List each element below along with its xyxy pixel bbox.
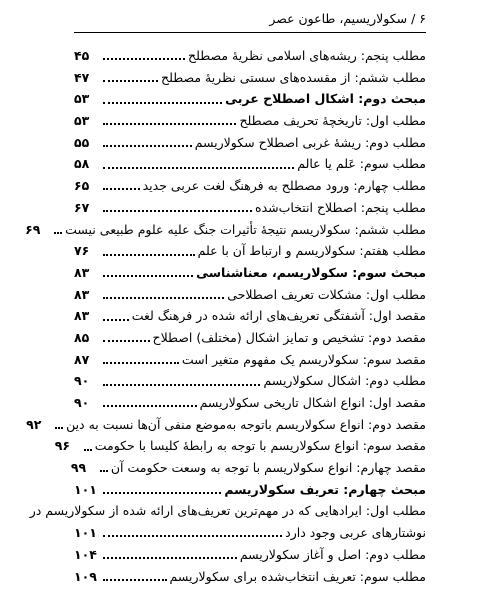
toc-entry [74, 132, 426, 154]
toc-entry-page-number: ۸۳ [74, 264, 90, 280]
toc-entry [74, 110, 426, 132]
dot-leader [84, 448, 92, 451]
toc-entry-title: مقصد دوم: تشخیص و تمایز اشکال (مختلف) اصطلاح [152, 329, 426, 345]
toc-entry-title: مبحث چهارم: تعریف سکولاریسم [224, 481, 426, 497]
toc-entry-title: مبحث دوم: اشکال اصطلاح عربی [225, 91, 426, 107]
toc-entry [74, 305, 426, 327]
header-book-title: سکولاریسیم، طاعون عصر [269, 11, 408, 26]
toc-entry-page-number: ۸۵ [74, 329, 90, 345]
table-of-contents [25, 45, 426, 587]
dot-leader [55, 426, 63, 429]
toc-entry-page-number: ۵۳ [74, 91, 90, 107]
toc-entry [74, 175, 426, 197]
toc-entry-title: مقصد اول: آشفتگی تعریف‌های ارائه شده در فرهنگ لغت [131, 308, 426, 324]
dot-leader [103, 339, 150, 342]
toc-section-heading [74, 479, 426, 501]
header-page-number: ۶ [419, 11, 426, 26]
toc-entry [74, 45, 426, 67]
toc-entry [74, 197, 426, 219]
dot-leader [103, 166, 294, 169]
toc-entry-page-number: ۷۶ [74, 243, 90, 259]
toc-entry-title: مطلب اول: ایرادهایی که در مهم‌ترین تعریف‌های ارائه شده از سکولاریسم در [29, 503, 426, 519]
dot-leader [103, 57, 185, 60]
toc-entry-title: مقصد دوم: انواع سکولاریسم باتوجه به‌موضع منفی آن‌ها نسبت به دین [66, 416, 426, 432]
toc-entry-page-number: ۴۷ [74, 69, 90, 85]
toc-entry-page-number: ۵۳ [74, 113, 90, 129]
toc-entry-title: مطلب دوم: ریشهٔ غربی اصطلاح سکولاریسم [194, 134, 426, 150]
toc-entry [74, 240, 426, 262]
toc-entry-page-number: ۹۰ [74, 373, 90, 389]
toc-entry-title: مطلب ششم: از مقسده‌های سستی نظریهٔ مصطلح [161, 69, 426, 85]
toc-entry [74, 522, 426, 544]
toc-entry [74, 370, 426, 392]
dot-leader [103, 187, 140, 190]
dot-leader [103, 209, 252, 212]
dot-leader [103, 318, 129, 321]
dot-leader [103, 144, 192, 147]
toc-entry-page-number: ۱۰۱ [74, 481, 97, 497]
toc-entry-page-number: ۸۳ [74, 308, 90, 324]
toc-entry [74, 392, 426, 414]
toc-entry [26, 414, 426, 436]
toc-entry-title: مطلب پنجم: اصطلاح انتخاب‌شده [255, 199, 426, 215]
toc-entry-page-number: ۱۰۹ [74, 568, 97, 584]
dot-leader [103, 534, 282, 537]
dot-leader [103, 296, 224, 299]
toc-entry-title: مقصد اول: انواع اشکال تاریخی سکولاریسم [199, 395, 426, 410]
dot-leader [103, 274, 193, 277]
toc-entry-title: مطلب اول: مشکلات تعریف اصطلاحی [227, 286, 426, 302]
toc-entry-title: مطلب سوم: تعریف انتخاب‌شده برای سکولاریسم [169, 568, 426, 584]
toc-entry-title: مبحث سوم: سکولاریسم، معناشناسی [196, 264, 426, 280]
toc-entry [74, 284, 426, 306]
toc-entry-page-number: ۸۳ [74, 286, 90, 302]
dot-leader [103, 404, 197, 407]
toc-section-heading [74, 262, 426, 284]
toc-entry-title: مطلب هفتم: سکولاریسم و ارتباط آن با علم [197, 243, 426, 259]
toc-entry-title: نوشتارهای عربی وجود دارد [285, 525, 426, 541]
toc-entry-page-number: ۹۶ [54, 438, 70, 454]
toc-entry [74, 153, 426, 175]
dot-leader [103, 101, 222, 104]
toc-entry [25, 219, 426, 241]
toc-entry-page-number: ۹۹ [70, 460, 87, 476]
toc-entry-page-number: ۶۷ [74, 199, 90, 215]
dot-leader [54, 231, 62, 234]
toc-entry-title: مطلب چهارم: ورود مصطلح به فرهنگ لغت عربی جدید [142, 178, 426, 194]
toc-entry [74, 67, 426, 89]
dot-leader [103, 491, 221, 494]
toc-entry-title: مطلب اول: تاریخچهٔ تحریف مصطلح [239, 113, 426, 129]
toc-entry-title: مطلب سوم: عَلم یا عالم [297, 156, 426, 172]
toc-entry [74, 544, 426, 566]
dot-leader [103, 556, 237, 559]
toc-section-heading [74, 88, 426, 110]
dot-leader [103, 361, 179, 364]
running-header [74, 6, 426, 33]
toc-entry-page-number: ۱۰۱ [74, 525, 97, 541]
toc-entry-title: مقصد چهارم: انواع سکولاریسم با توجه به وسعت حکومت آن [110, 460, 426, 476]
dot-leader [103, 383, 260, 386]
toc-entry-page-number: ۹۲ [26, 416, 42, 432]
toc-entry [54, 435, 426, 457]
toc-entry-page-number: ۸۷ [74, 351, 90, 367]
toc-entry-page-number: ۶۵ [74, 178, 90, 194]
header-separator: / [411, 11, 416, 26]
toc-entry-title: مطلب ششم: سکولاریسم نتیجهٔ تأثیرات جنگ علیه علوم طبیعی نیست [65, 221, 426, 237]
toc-entry-page-number: ۹۰ [74, 395, 90, 410]
toc-entry-page-number: ۵۵ [74, 134, 90, 150]
toc-entry [74, 327, 426, 349]
dot-leader [103, 253, 195, 256]
toc-entry [29, 500, 426, 522]
toc-entry [70, 457, 426, 479]
toc-entry-page-number: ۶۹ [25, 221, 41, 237]
dot-leader [100, 469, 108, 472]
dot-leader [103, 578, 167, 581]
toc-entry-title: مطلب پنجم: ریشه‌های اسلامی نظریهٔ مصطلح [188, 48, 426, 63]
toc-entry [74, 566, 426, 588]
toc-entry-page-number: ۵۸ [74, 156, 90, 172]
toc-entry-title: مطلب دوم: اشکال سکولاریسم [263, 373, 426, 389]
toc-entry-title: مقصد سوم: سکولاریسم یک مفهوم متغیر است [181, 351, 426, 367]
dot-leader [103, 79, 158, 82]
toc-entry-title: مطلب دوم: اصل و آغاز سکولاریسم [239, 546, 426, 562]
dot-leader [103, 122, 236, 125]
toc-entry-page-number: ۴۵ [74, 48, 90, 63]
toc-entry [74, 349, 426, 371]
toc-entry-title: مقصد سوم: انواع سکولاریسم با توجه به رابطهٔ کلیسا با حکومت [94, 438, 426, 454]
toc-entry-page-number: ۱۰۴ [74, 546, 97, 562]
